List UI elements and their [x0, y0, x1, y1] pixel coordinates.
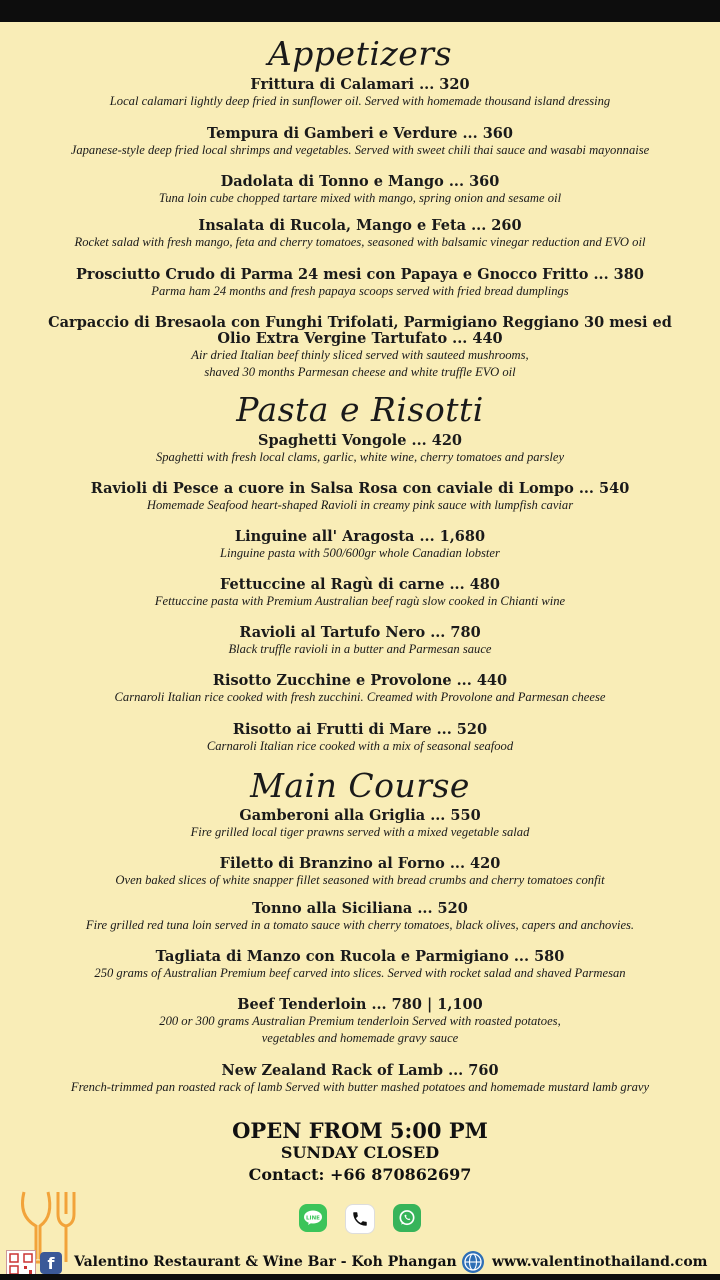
- globe-icon: [462, 1251, 484, 1273]
- item-name: Ravioli al Tartufo Nero ... 780: [239, 624, 481, 641]
- item-description: 250 grams of Australian Premium beef carved into slices. Served with rocket salad and shaved Parmesan: [94, 966, 626, 980]
- line-icon[interactable]: [299, 1204, 327, 1232]
- qr-code-icon[interactable]: [6, 1250, 36, 1274]
- menu-item: [0, 673, 720, 706]
- menu-item: [0, 267, 720, 300]
- opening-hours: OPEN FROM 5:00 PM: [232, 1118, 488, 1143]
- item-name: Ravioli di Pesce a cuore in Salsa Rosa con caviale di Lompo ... 540: [90, 480, 630, 497]
- item-description: Fettuccine pasta with Premium Australian beef ragù slow cooked in Chianti wine: [154, 594, 566, 608]
- menu-item: [0, 218, 720, 251]
- item-description: Local calamari lightly deep fried in sunflower oil. Served with homemade thousand island dressing: [109, 94, 611, 108]
- item-name: Carpaccio di Bresaola con Funghi Trifolati, Parmigiano Reggiano 30 mesi ed: [48, 314, 672, 331]
- item-name: Beef Tenderloin ... 780 | 1,100: [237, 996, 483, 1013]
- menu-item: [0, 901, 720, 934]
- item-description: Spaghetti with fresh local clams, garlic, white wine, cherry tomatoes and parsley: [155, 450, 565, 464]
- section-title-appetizers: Appetizers: [267, 34, 453, 73]
- section-title-main-course: Main Course: [250, 766, 470, 805]
- menu-item: [0, 949, 720, 982]
- brand-name: Valentino Restaurant & Wine Bar - Koh Phangan: [74, 1254, 457, 1270]
- menu-page: [0, 22, 720, 1274]
- item-name: Gamberoni alla Griglia ... 550: [239, 807, 481, 824]
- website-link[interactable]: www.valentinothailand.com: [492, 1254, 708, 1270]
- menu-item: [0, 126, 720, 159]
- item-description: Carnaroli Italian rice cooked with a mix of seasonal seafood: [206, 739, 514, 753]
- menu-item: [0, 997, 720, 1047]
- item-description-line-2: vegetables and homemade gravy sauce: [261, 1031, 459, 1045]
- menu-item: [0, 722, 720, 755]
- bottom-bar: [0, 1250, 720, 1274]
- item-description: 200 or 300 grams Australian Premium tenderloin Served with roasted potatoes,: [159, 1014, 561, 1028]
- item-description: Black truffle ravioli in a butter and Parmesan sauce: [228, 642, 492, 656]
- item-name: Prosciutto Crudo di Parma 24 mesi con Papaya e Gnocco Fritto ... 380: [76, 266, 644, 283]
- item-name: Insalata di Rucola, Mango e Feta ... 260: [198, 217, 522, 234]
- item-description: Japanese-style deep fried local shrimps and vegetables. Served with sweet chili thai sauce and wasabi mayonnaise: [70, 143, 650, 157]
- whatsapp-icon[interactable]: [393, 1204, 421, 1232]
- item-name: Risotto Zucchine e Provolone ... 440: [212, 672, 508, 689]
- item-name-line-2: Olio Extra Vergine Tartufato ... 440: [217, 330, 503, 347]
- item-name: Dadolata di Tonno e Mango ... 360: [220, 173, 500, 190]
- menu-item: [0, 77, 720, 110]
- item-description: Fire grilled local tiger prawns served with a mixed vegetable salad: [190, 825, 530, 839]
- facebook-icon[interactable]: f: [40, 1252, 62, 1274]
- item-name: Tonno alla Siciliana ... 520: [252, 900, 468, 917]
- item-description: French-trimmed pan roasted rack of lamb Served with butter mashed potatoes and homemade mustard lamb gravy: [70, 1080, 650, 1094]
- menu-item: [0, 433, 720, 466]
- menu-item: [0, 1063, 720, 1096]
- item-name: Frittura di Calamari ... 320: [250, 76, 470, 93]
- menu-item: [0, 481, 720, 514]
- menu-item: [0, 577, 720, 610]
- item-description: Fire grilled red tuna loin served in a tomato sauce with cherry tomatoes, black olives, capers and anchovies.: [85, 918, 635, 932]
- item-description: Parma ham 24 months and fresh papaya scoops served with fried bread dumplings: [151, 284, 569, 298]
- menu-item: [0, 808, 720, 841]
- item-description: Rocket salad with fresh mango, feta and cherry tomatoes, seasoned with balsamic vinegar reduction and EVO oil: [74, 235, 646, 249]
- menu-item: [0, 529, 720, 562]
- contact-phone: Contact: +66 870862697: [248, 1165, 472, 1184]
- menu-item: [0, 856, 720, 889]
- item-name: Fettuccine al Ragù di carne ... 480: [220, 576, 500, 593]
- item-name: Risotto ai Frutti di Mare ... 520: [232, 721, 488, 738]
- item-name: Tempura di Gamberi e Verdure ... 360: [207, 125, 513, 142]
- menu-item: [0, 174, 720, 207]
- item-name: Filetto di Branzino al Forno ... 420: [219, 855, 501, 872]
- item-name: Spaghetti Vongole ... 420: [257, 432, 463, 449]
- menu-item: [0, 315, 720, 381]
- section-title-pasta: Pasta e Risotti: [236, 390, 484, 429]
- item-description: Carnaroli Italian rice cooked with fresh zucchini. Creamed with Provolone and Parmesan cheese: [114, 690, 606, 704]
- closed-day: SUNDAY CLOSED: [280, 1143, 440, 1162]
- menu-item: [0, 625, 720, 658]
- item-description: Oven baked slices of white snapper fillet seasoned with bread crumbs and cherry tomatoes confit: [115, 873, 605, 887]
- phone-icon[interactable]: [345, 1204, 375, 1234]
- item-description: Tuna loin cube chopped tartare mixed with mango, spring onion and sesame oil: [158, 191, 562, 205]
- item-name: Linguine all' Aragosta ... 1,680: [234, 528, 486, 545]
- item-name: Tagliata di Manzo con Rucola e Parmigiano ... 580: [155, 948, 565, 965]
- item-description: Homemade Seafood heart-shaped Ravioli in creamy pink sauce with lumpfish caviar: [146, 498, 574, 512]
- item-description: Air dried Italian beef thinly sliced served with sauteed mushrooms,: [191, 348, 529, 362]
- item-description: Linguine pasta with 500/600gr whole Canadian lobster: [220, 546, 500, 560]
- svg-text:LINE: LINE: [306, 1215, 320, 1222]
- contact-icons: [0, 1204, 720, 1234]
- item-description-line-2: shaved 30 months Parmesan cheese and white truffle EVO oil: [204, 365, 516, 379]
- item-name: New Zealand Rack of Lamb ... 760: [221, 1062, 499, 1079]
